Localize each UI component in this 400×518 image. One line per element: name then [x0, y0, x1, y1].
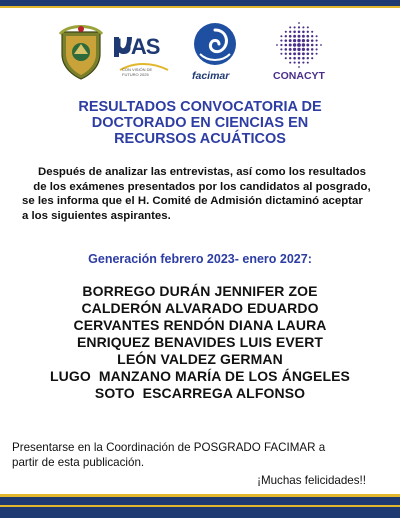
- conacyt-dot: [285, 44, 288, 47]
- conacyt-dot: [316, 44, 318, 46]
- uas-wordmark: UAS: [116, 34, 160, 59]
- accepted-name: LEÓN VALDEZ GERMAN: [117, 351, 283, 367]
- title-line: RESULTADOS CONVOCATORIA DE: [78, 99, 322, 115]
- conacyt-dot: [311, 57, 313, 59]
- bottom-navy-stripe: [0, 497, 400, 505]
- conacyt-dots-icon: [274, 20, 324, 70]
- conacyt-dot: [293, 43, 296, 46]
- conacyt-dot: [298, 66, 300, 68]
- conacyt-dot: [306, 39, 309, 42]
- accepted-name: BORREGO DURÁN JENNIFER ZOE: [82, 283, 318, 299]
- conacyt-dot: [298, 35, 301, 38]
- congratulations-text: ¡Muchas felicidades!!: [257, 474, 366, 487]
- conacyt-dot: [311, 48, 314, 51]
- conacyt-dot: [289, 57, 291, 59]
- conacyt-dot: [298, 26, 300, 28]
- accepted-name: ENRIQUEZ BENAVIDES LUIS EVERT: [76, 334, 324, 350]
- conacyt-dot: [298, 22, 300, 24]
- accepted-name: CERVANTES RENDÓN DIANA LAURA: [73, 317, 327, 333]
- intro-line: Después de analizar las entrevistas, así como los resultados: [38, 166, 366, 178]
- title-line: DOCTORADO EN CIENCIAS EN: [91, 115, 309, 131]
- conacyt-dot: [280, 40, 282, 42]
- conacyt-dot: [307, 31, 309, 33]
- uas-logo: [112, 30, 174, 84]
- footer-line: partir de esta publicación.: [12, 456, 145, 469]
- conacyt-dot: [302, 26, 304, 28]
- accepted-name: CALDERÓN ALVARADO EDUARDO: [81, 300, 319, 316]
- conacyt-dot: [311, 31, 313, 33]
- conacyt-dot: [316, 48, 318, 50]
- conacyt-dot: [302, 57, 305, 60]
- conacyt-dot: [307, 26, 309, 28]
- conacyt-dot: [302, 48, 305, 51]
- conacyt-dot: [316, 40, 318, 42]
- conacyt-dot: [307, 62, 309, 64]
- title-line: RECURSOS ACUÁTICOS: [114, 131, 286, 147]
- conacyt-dot: [306, 35, 309, 38]
- conacyt-dot: [293, 35, 296, 38]
- conacyt-dot: [298, 57, 301, 60]
- conacyt-dot: [294, 62, 296, 64]
- conacyt-dot: [311, 35, 313, 37]
- conacyt-dot: [316, 53, 318, 55]
- conacyt-dot: [320, 44, 322, 46]
- conacyt-dot: [311, 44, 314, 47]
- conacyt-dot: [285, 57, 287, 59]
- conacyt-dot: [289, 39, 292, 42]
- accepted-names-list: [0, 283, 400, 402]
- conacyt-dot: [285, 39, 288, 42]
- conacyt-dot: [289, 26, 291, 28]
- conacyt-dot: [306, 52, 309, 55]
- footer-line: Presentarse en la Coordinación de POSGRADO FACIMAR a: [12, 441, 326, 454]
- conacyt-dot: [293, 31, 296, 34]
- conacyt-dot: [276, 44, 278, 46]
- conacyt-dot: [285, 48, 288, 51]
- conacyt-dot: [302, 35, 305, 38]
- conacyt-dot: [285, 35, 287, 37]
- footer-instructions: [12, 440, 388, 470]
- conacyt-dot: [285, 31, 287, 33]
- facimar-shell-icon: [188, 20, 242, 70]
- school-shield-logo: [58, 24, 104, 80]
- conacyt-dot: [298, 52, 301, 55]
- conacyt-dot: [302, 31, 305, 34]
- conacyt-dot: [289, 62, 291, 64]
- conacyt-dot: [307, 57, 309, 59]
- conacyt-dot: [293, 39, 296, 42]
- intro-line: se les informa que el H. Comité de Admisión dictaminó aceptar: [22, 195, 363, 207]
- conacyt-dot: [306, 44, 309, 47]
- conacyt-dot: [289, 31, 291, 33]
- conacyt-dot: [285, 53, 287, 55]
- accepted-name: SOTO ESCARREGA ALFONSO: [94, 385, 306, 401]
- generation-heading: Generación febrero 2023- enero 2027:: [88, 252, 312, 266]
- conacyt-dot: [293, 52, 296, 55]
- conacyt-logo: [264, 20, 334, 88]
- conacyt-dot: [297, 39, 300, 42]
- intro-paragraph: [16, 165, 388, 223]
- conacyt-dot: [298, 31, 301, 34]
- conacyt-dot: [280, 35, 282, 37]
- conacyt-dot: [311, 39, 314, 42]
- conacyt-wordmark: CONACYT: [273, 70, 325, 82]
- bottom-navy-stripe-2: [0, 507, 400, 518]
- conacyt-dot: [280, 48, 282, 50]
- facimar-logo: [188, 20, 242, 88]
- conacyt-dot: [293, 48, 296, 51]
- conacyt-dot: [289, 52, 292, 55]
- conacyt-dot: [293, 57, 296, 60]
- conacyt-dot: [289, 48, 292, 51]
- logos-row: [0, 20, 400, 90]
- facimar-wordmark: facimar: [192, 70, 230, 82]
- conacyt-dot: [298, 62, 300, 64]
- accepted-name: LUGO MANZANO MARÍA DE LOS ÁNGELES: [50, 368, 350, 384]
- conacyt-dot: [316, 35, 318, 37]
- conacyt-dot: [297, 43, 301, 47]
- conacyt-dot: [302, 62, 304, 64]
- conacyt-dot: [302, 39, 305, 42]
- conacyt-dot: [280, 53, 282, 55]
- conacyt-dot: [294, 26, 296, 28]
- conacyt-dot: [289, 35, 292, 38]
- top-gold-stripe: [0, 6, 400, 8]
- conacyt-dot: [311, 53, 313, 55]
- conacyt-dot: [306, 48, 309, 51]
- intro-line: de los exámenes presentados por los candidatos al posgrado,: [33, 180, 371, 193]
- intro-line: a los siguientes aspirantes.: [22, 209, 171, 222]
- conacyt-dot: [289, 44, 292, 47]
- conacyt-dot: [297, 48, 300, 51]
- conacyt-dot: [302, 43, 305, 46]
- conacyt-dot: [302, 52, 305, 55]
- announcement-title: [40, 99, 360, 147]
- conacyt-dot: [280, 44, 282, 46]
- uas-tagline: CON VISIÓN DE FUTURO 2025: [122, 67, 153, 77]
